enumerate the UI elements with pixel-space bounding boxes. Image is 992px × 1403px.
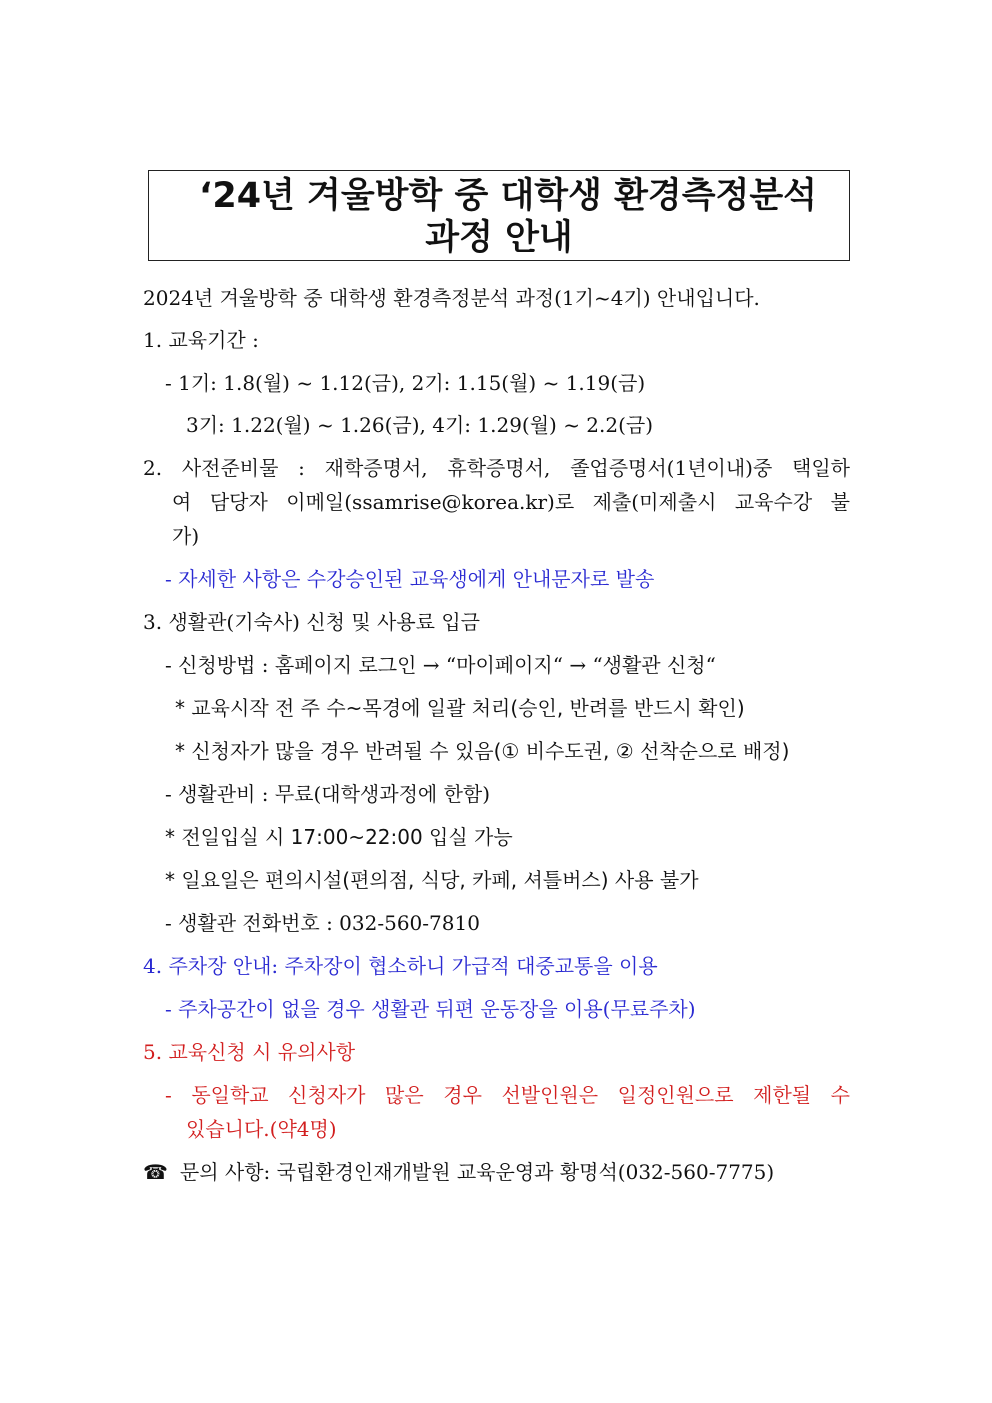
- document-title-box: [148, 170, 850, 261]
- section1-period-row2: 3기: 1.22(월) ~ 1.26(금), 4기: 1.29(월) ~ 2.2(금): [186, 413, 654, 437]
- document-title-line1: ‘24년 겨울방학 중 대학생 환경측정분석: [199, 176, 817, 216]
- section3-note-checkin: * 전일입실 시 17:00~22:00 입실 가능: [165, 825, 513, 849]
- contact-line: [143, 1160, 774, 1184]
- telephone-icon: ☎: [143, 1160, 168, 1184]
- section4-heading: 4. 주차장 안내: 주차장이 협소하니 가급적 대중교통을 이용: [143, 954, 658, 978]
- contact-text: 문의 사항: 국립환경인재개발원 교육운영과 황명석(032-560-7775): [179, 1160, 775, 1184]
- section3-phone: - 생활관 전화번호 : 032-560-7810: [165, 911, 480, 935]
- section5-line1: - 동일학교 신청자가 많은 경우 선발인원은 일정인원으로 제한될 수: [165, 1083, 850, 1107]
- section5-line2: 있습니다.(약4명): [186, 1117, 337, 1141]
- intro-text: 2024년 겨울방학 중 대학생 환경측정분석 과정(1기~4기) 안내입니다.: [143, 286, 760, 310]
- section3-note-reject: * 신청자가 많을 경우 반려될 수 있음(① 비수도권, ② 선착순으로 배정): [175, 739, 790, 763]
- section4-note: - 주차공간이 없을 경우 생활관 뒤편 운동장을 이용(무료주차): [165, 997, 696, 1021]
- section2-notice: - 자세한 사항은 수강승인된 교육생에게 안내문자로 발송: [165, 567, 655, 591]
- document-title-line2: 과정 안내: [425, 218, 573, 258]
- section3-note-sunday: * 일요일은 편의시설(편의점, 식당, 카페, 셔틀버스) 사용 불가: [165, 868, 699, 892]
- section1-heading: 1. 교육기간 :: [143, 328, 259, 352]
- section3-fee: - 생활관비 : 무료(대학생과정에 한함): [165, 782, 491, 806]
- section1-period-row1: - 1기: 1.8(월) ~ 1.12(금), 2기: 1.15(월) ~ 1.19(금): [165, 371, 646, 395]
- section2-line1: 2. 사전준비물 : 재학증명서, 휴학증명서, 졸업증명서(1년이내)중 택일하: [143, 456, 850, 480]
- section3-method: - 신청방법 : 홈페이지 로그인 → “마이페이지“ → “생활관 신청“: [165, 653, 716, 677]
- section3-note-process: * 교육시작 전 주 수~목경에 일괄 처리(승인, 반려를 반드시 확인): [175, 696, 745, 720]
- section5-heading: 5. 교육신청 시 유의사항: [143, 1040, 356, 1064]
- section2-line2: 여 담당자 이메일(ssamrise@korea.kr)로 제출(미제출시 교육수강 불: [172, 490, 850, 514]
- section3-heading: 3. 생활관(기숙사) 신청 및 사용료 입금: [143, 610, 480, 634]
- section2-line3: 가): [172, 524, 200, 548]
